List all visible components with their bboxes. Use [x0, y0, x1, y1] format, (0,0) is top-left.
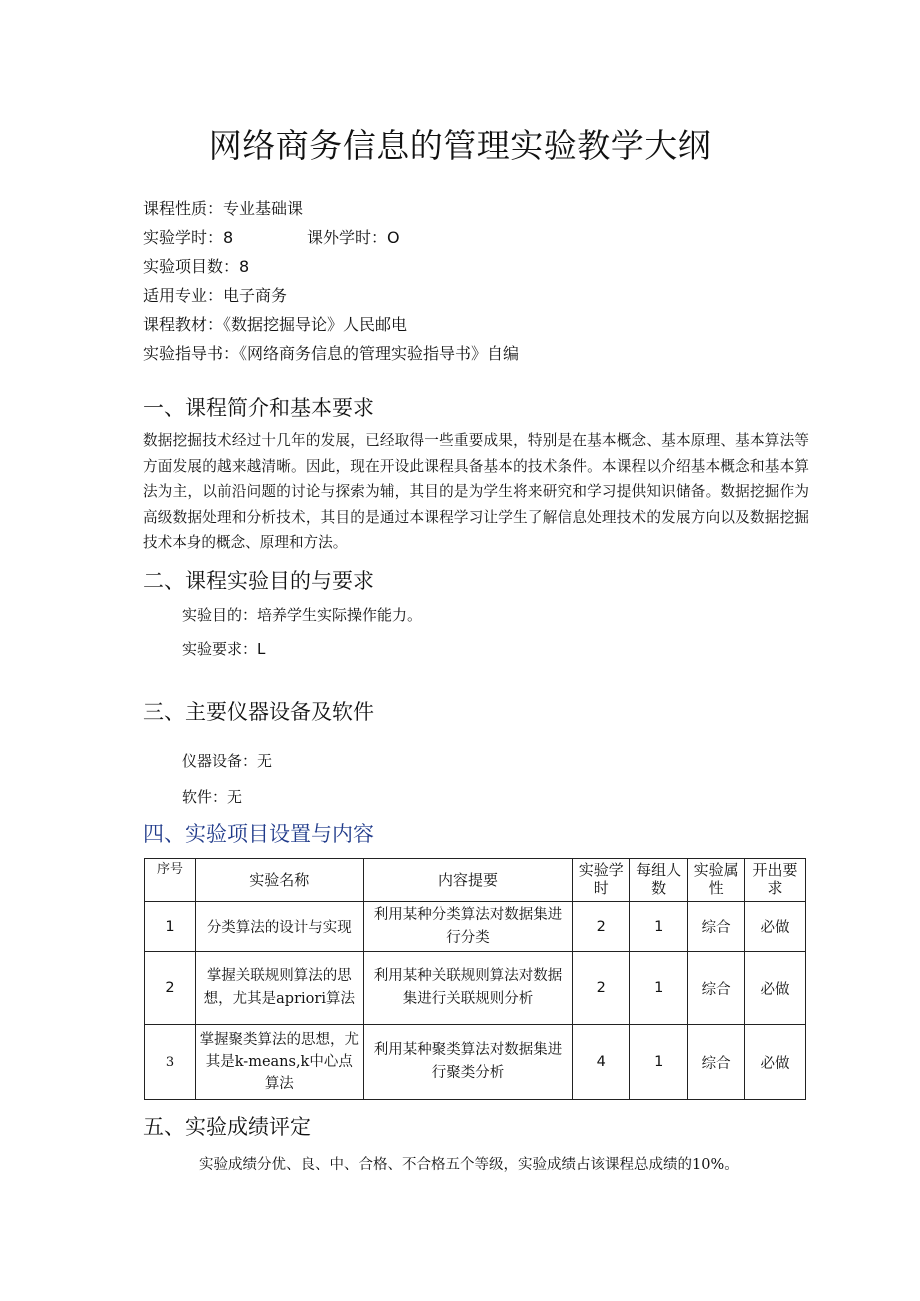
lab-requirement-value: L — [257, 640, 266, 658]
equipment-value: 无 — [257, 752, 273, 770]
cell-name: 掌握聚类算法的思想，尤其是k-means,k中心点算法 — [195, 1025, 363, 1100]
project-count: 实验项目数：8 — [143, 257, 250, 276]
lab-requirement-label: 实验要求： — [182, 640, 258, 658]
cell-group: 1 — [630, 902, 688, 952]
cell-hours: 2 — [573, 952, 630, 1025]
col-header-no: 序号 — [145, 859, 196, 902]
grading-text: 实验成绩分优、良、中、合格、不合格五个等级，实验成绩占该课程总成绩的10%。 — [199, 1157, 739, 1173]
cell-summary: 利用某种聚类算法对数据集进行聚类分析 — [363, 1025, 573, 1100]
cell-group: 1 — [630, 952, 688, 1025]
cell-type: 综合 — [688, 952, 745, 1025]
lab-goal-label: 实验目的： — [182, 606, 258, 624]
cell-no: 3 — [145, 1025, 196, 1100]
table-row — [145, 1025, 806, 1100]
table-header-row — [145, 859, 806, 902]
section-1-text: 数据挖掘技术经过十几年的发展，已经取得一些重要成果，特别是在基本概念、基本原理、基本算法等方面发展的越来越清晰。因此，现在开设此课程具备基本的技术条件。本课程以介绍基本概念和基本算法为主，以前沿问题的讨论与探索为辅，其目的是为学生将来研究和学习提供知识储备。数据挖掘作为高级数据处理和分析技术，其目的是通过本课程学习让学生了解信息处理技术的发展方向以及数据挖掘技术本身的概念、原理和方法。 — [143, 432, 809, 552]
section-5-heading: 五、实验成绩评定 — [143, 1115, 311, 1139]
lab-goal — [182, 604, 422, 625]
col-header-name: 实验名称 — [195, 859, 363, 902]
table-row — [145, 902, 806, 952]
lab-guide: 实验指导书：《网络商务信息的管理实验指导书》自编 — [143, 344, 520, 363]
software-value: 无 — [227, 788, 243, 806]
col-header-req: 开出要求 — [745, 859, 806, 902]
section-1-heading: 一、课程简介和基本要求 — [143, 396, 374, 420]
cell-hours: 2 — [573, 902, 630, 952]
lab-hours: 实验学时：8 — [143, 228, 234, 247]
lab-goal-value: 培养学生实际操作能力。 — [257, 606, 423, 624]
document-title: 网络商务信息的管理实验教学大纲 — [208, 126, 712, 165]
course-textbook: 课程教材：《数据挖掘导论》人民邮电 — [143, 315, 408, 334]
cell-name: 掌握关联规则算法的思想，尤其是apriori算法 — [195, 952, 363, 1025]
section-3-heading: 三、主要仪器设备及软件 — [143, 700, 374, 724]
experiment-table — [144, 858, 806, 1100]
cell-summary: 利用某种分类算法对数据集进行分类 — [363, 902, 573, 952]
col-header-hours: 实验学时 — [573, 859, 630, 902]
equipment-label: 仪器设备： — [182, 752, 258, 770]
cell-hours: 4 — [573, 1025, 630, 1100]
section-2-heading: 二、课程实验目的与要求 — [143, 569, 374, 593]
software — [182, 786, 242, 807]
software-label: 软件： — [182, 788, 228, 806]
col-header-group: 每组人数 — [630, 859, 688, 902]
equipment — [182, 750, 272, 771]
lab-requirement — [182, 638, 265, 659]
cell-group: 1 — [630, 1025, 688, 1100]
cell-name: 分类算法的设计与实现 — [195, 902, 363, 952]
cell-no: 1 — [145, 902, 196, 952]
cell-type: 综合 — [688, 1025, 745, 1100]
cell-req: 必做 — [745, 1025, 806, 1100]
extra-hours: 课外学时：O — [307, 228, 400, 247]
cell-req: 必做 — [745, 952, 806, 1025]
col-header-summary: 内容提要 — [363, 859, 573, 902]
section-4-heading — [143, 818, 374, 848]
cell-req: 必做 — [745, 902, 806, 952]
cell-summary: 利用某种关联规则算法对数据集进行关联规则分析 — [363, 952, 573, 1025]
table-row — [145, 952, 806, 1025]
cell-no: 2 — [145, 952, 196, 1025]
cell-type: 综合 — [688, 902, 745, 952]
applicable-major: 适用专业：电子商务 — [143, 286, 288, 305]
section-4-heading-text: 四、实验项目设置与内容 — [143, 822, 374, 846]
course-nature: 课程性质：专业基础课 — [143, 199, 304, 218]
col-header-type: 实验属性 — [688, 859, 745, 902]
